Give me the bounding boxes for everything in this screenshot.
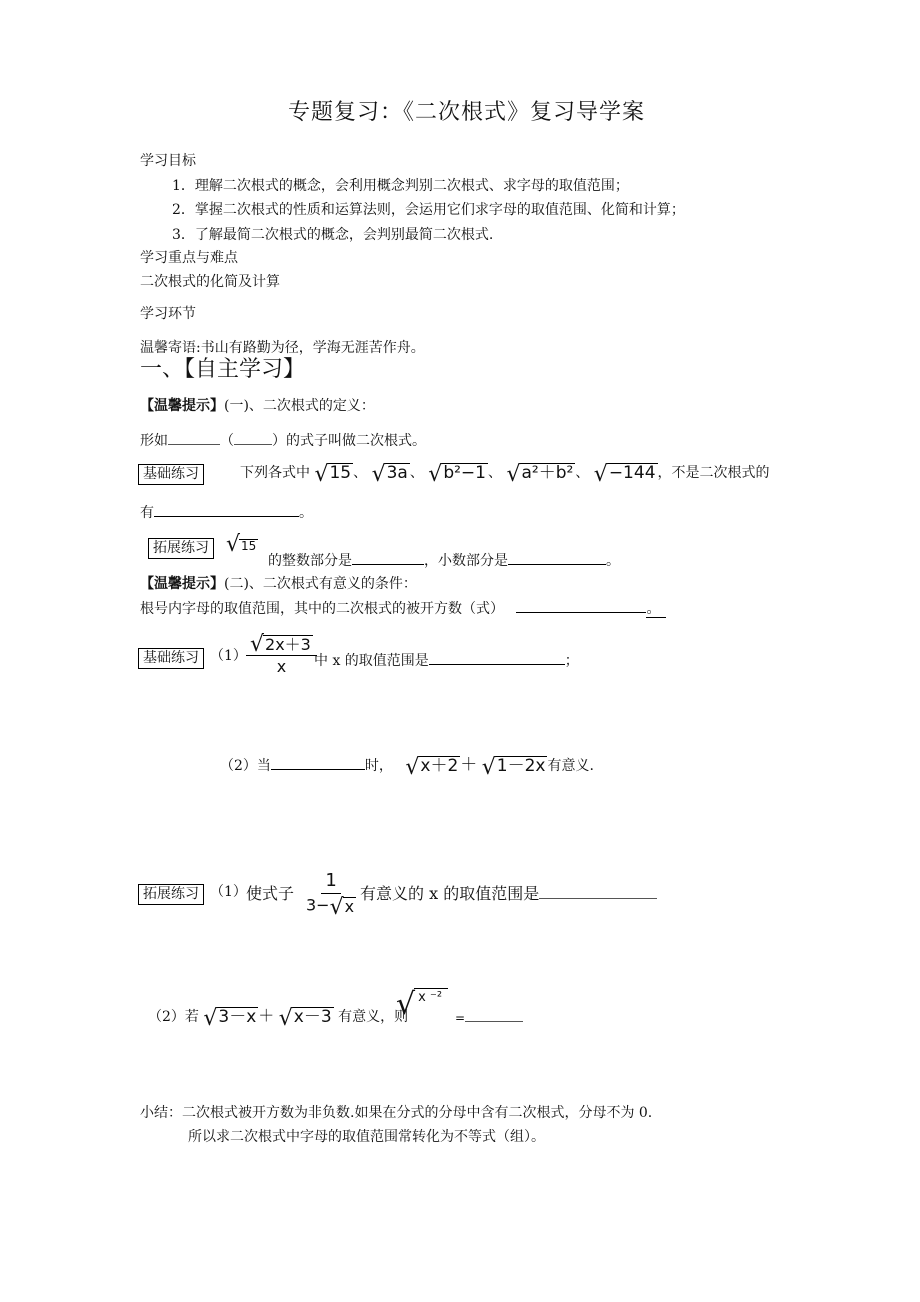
question-number: （1） [210,648,247,664]
answer-prefix: 有 [140,505,154,521]
radical-expression: √ 3a [371,462,408,487]
radicand: a²＋b² [521,463,574,484]
fraction-numerator: √ 2x＋3 [246,632,317,656]
summary-line-1 [140,1105,652,1122]
result-radical [396,987,448,1022]
radicand: x－3 [293,1007,332,1028]
range-text: 中 x 的取值范围是 [314,653,429,669]
fraction-denominator: 3− √ x [306,894,355,920]
goal-item-1: 1．理解二次根式的概念，会利用概念判别二次根式、求字母的取值范围； [172,178,629,194]
tip-text: (二)、二次根式有意义的条件： [224,576,417,592]
summary-label: 小结： [140,1105,182,1121]
radicand: x [344,897,355,917]
paren-open: （ [220,433,234,449]
integer-part-text: 的整数部分是 [268,553,352,569]
radicand: 1－2x [496,756,546,777]
radicand: 3a [386,463,408,484]
then-text: 有意义，则 [338,1009,409,1025]
radicand: 3－x [218,1007,257,1028]
plus-sign: ＋ [460,755,478,775]
decimal-part-text: ，小数部分是 [424,553,508,569]
when-blank[interactable] [271,755,365,770]
question-number: （1） [210,884,247,900]
summary-line-2: 所以求二次根式中字母的取值范围常转化为不等式（组）。 [188,1129,545,1145]
goals-heading: 学习目标 [140,153,196,169]
definition-blank-2[interactable] [234,430,272,445]
sentence-end: 。 [606,553,620,569]
fraction-expression [302,870,360,920]
decimal-part-blank[interactable] [508,550,606,565]
basic-practice-question-2b [220,755,594,780]
equals-sign: = [455,1011,466,1025]
question-suffix: ，不是二次根式的 [657,465,770,481]
radicand: b²−1 [443,463,486,484]
definition-prefix: 形如 [140,433,168,449]
tip-text: (一)、二次根式的定义： [224,398,375,414]
extended-practice-question-2b [148,1006,409,1031]
basic-practice-label: 基础练习 [138,464,204,485]
radical-expression: √ x ⁻² [396,988,448,1018]
definition-blank-1[interactable] [168,430,220,445]
extended-practice-question-1 [268,550,620,570]
radical-expression: √ x－3 [278,1006,332,1031]
range-blank[interactable] [539,884,657,899]
fraction-expression [246,632,317,676]
extended-radical [226,532,258,557]
radical-expression: √ a²＋b² [506,462,574,487]
radical-expression: √ x＋2 [405,755,459,780]
definition-sentence [140,430,426,450]
tip-condition [140,576,417,593]
range-blank[interactable] [429,650,565,665]
denominator-constant: 3− [306,895,330,915]
condition-blank[interactable] [516,598,646,613]
radicand: 15 [241,539,257,554]
goal-item-3: 3．了解最简二次根式的概念，会判别最简二次根式. [172,227,494,243]
when-text: 时， [364,758,393,774]
tip-definition [140,398,375,415]
result-blank[interactable] [465,1010,523,1022]
page-title: 专题复习：《二次根式》复习导学案 [288,100,646,125]
answer-suffix: 。 [299,505,313,521]
question-prompt: 下列各式中 [240,465,310,481]
answer-blank[interactable] [154,502,299,517]
integer-part-blank[interactable] [352,550,424,565]
radical-expression: √ 15 [314,462,352,487]
radical-expression: √ −144 [593,462,656,487]
tip-label: 【温馨提示】 [140,398,224,414]
sentence-end: ； [564,653,579,669]
radicand: x ⁻² [414,988,448,1018]
section-heading: 一、【自主学习】 [140,357,306,382]
summary-text: 二次根式被开方数为非负数.如果在分式的分母中含有二次根式，分母不为 0. [182,1105,653,1121]
extended-practice-label: 拓展练习 [148,538,214,559]
condition-sentence [140,598,666,618]
fraction [246,632,317,676]
extended-practice-question-2a [360,884,657,903]
separator: 、 [353,465,368,481]
key-points-heading: 学习重点与难点 [140,250,238,266]
fraction-denominator: x [276,657,287,676]
condition-text: 根号内字母的取值范围，其中的二次根式的被开方数（式） [140,601,504,617]
question-prefix: （2）若 [148,1009,199,1025]
key-points-text: 二次根式的化简及计算 [140,274,280,290]
fraction [302,870,360,920]
tip-label: 【温馨提示】 [140,576,224,592]
steps-heading: 学习环节 [140,306,196,322]
basic-practice-answer-line [140,502,313,522]
sentence-end: 有意义. [547,758,594,774]
basic-practice-question-1 [240,462,770,487]
motto: 温馨寄语:书山有路勤为径，学海无涯苦作舟。 [140,340,425,356]
question-prefix: 使式子 [246,884,295,903]
fraction-numerator: 1 [321,870,340,894]
range-text: 有意义的 x 的取值范围是 [360,884,540,903]
radical-expression: √ 1－2x [481,755,546,780]
radicand: 15 [329,463,352,484]
radical-expression: √ 3－x [203,1006,257,1031]
result-equation [455,1010,523,1025]
separator: 、 [409,465,424,481]
basic-practice-question-2a [314,650,579,670]
radical-expression: √ b²−1 [428,462,486,487]
definition-suffix: ）的式子叫做二次根式。 [272,433,426,449]
radicand: −144 [608,463,656,484]
extended-practice-label: 拓展练习 [138,884,204,905]
radicand: x＋2 [420,756,459,777]
separator: 、 [488,465,502,481]
basic-practice-label: 基础练习 [138,648,204,669]
separator: 、 [575,465,590,481]
question-prefix: （2）当 [220,758,271,774]
condition-end: 。 [646,601,666,618]
goal-item-2: 2．掌握二次根式的性质和运算法则，会运用它们求字母的取值范围、化简和计算； [172,202,685,218]
radicand: 2x＋3 [265,634,311,654]
plus-sign: ＋ [258,1006,275,1025]
radical-expression: √ 15 [226,532,257,557]
